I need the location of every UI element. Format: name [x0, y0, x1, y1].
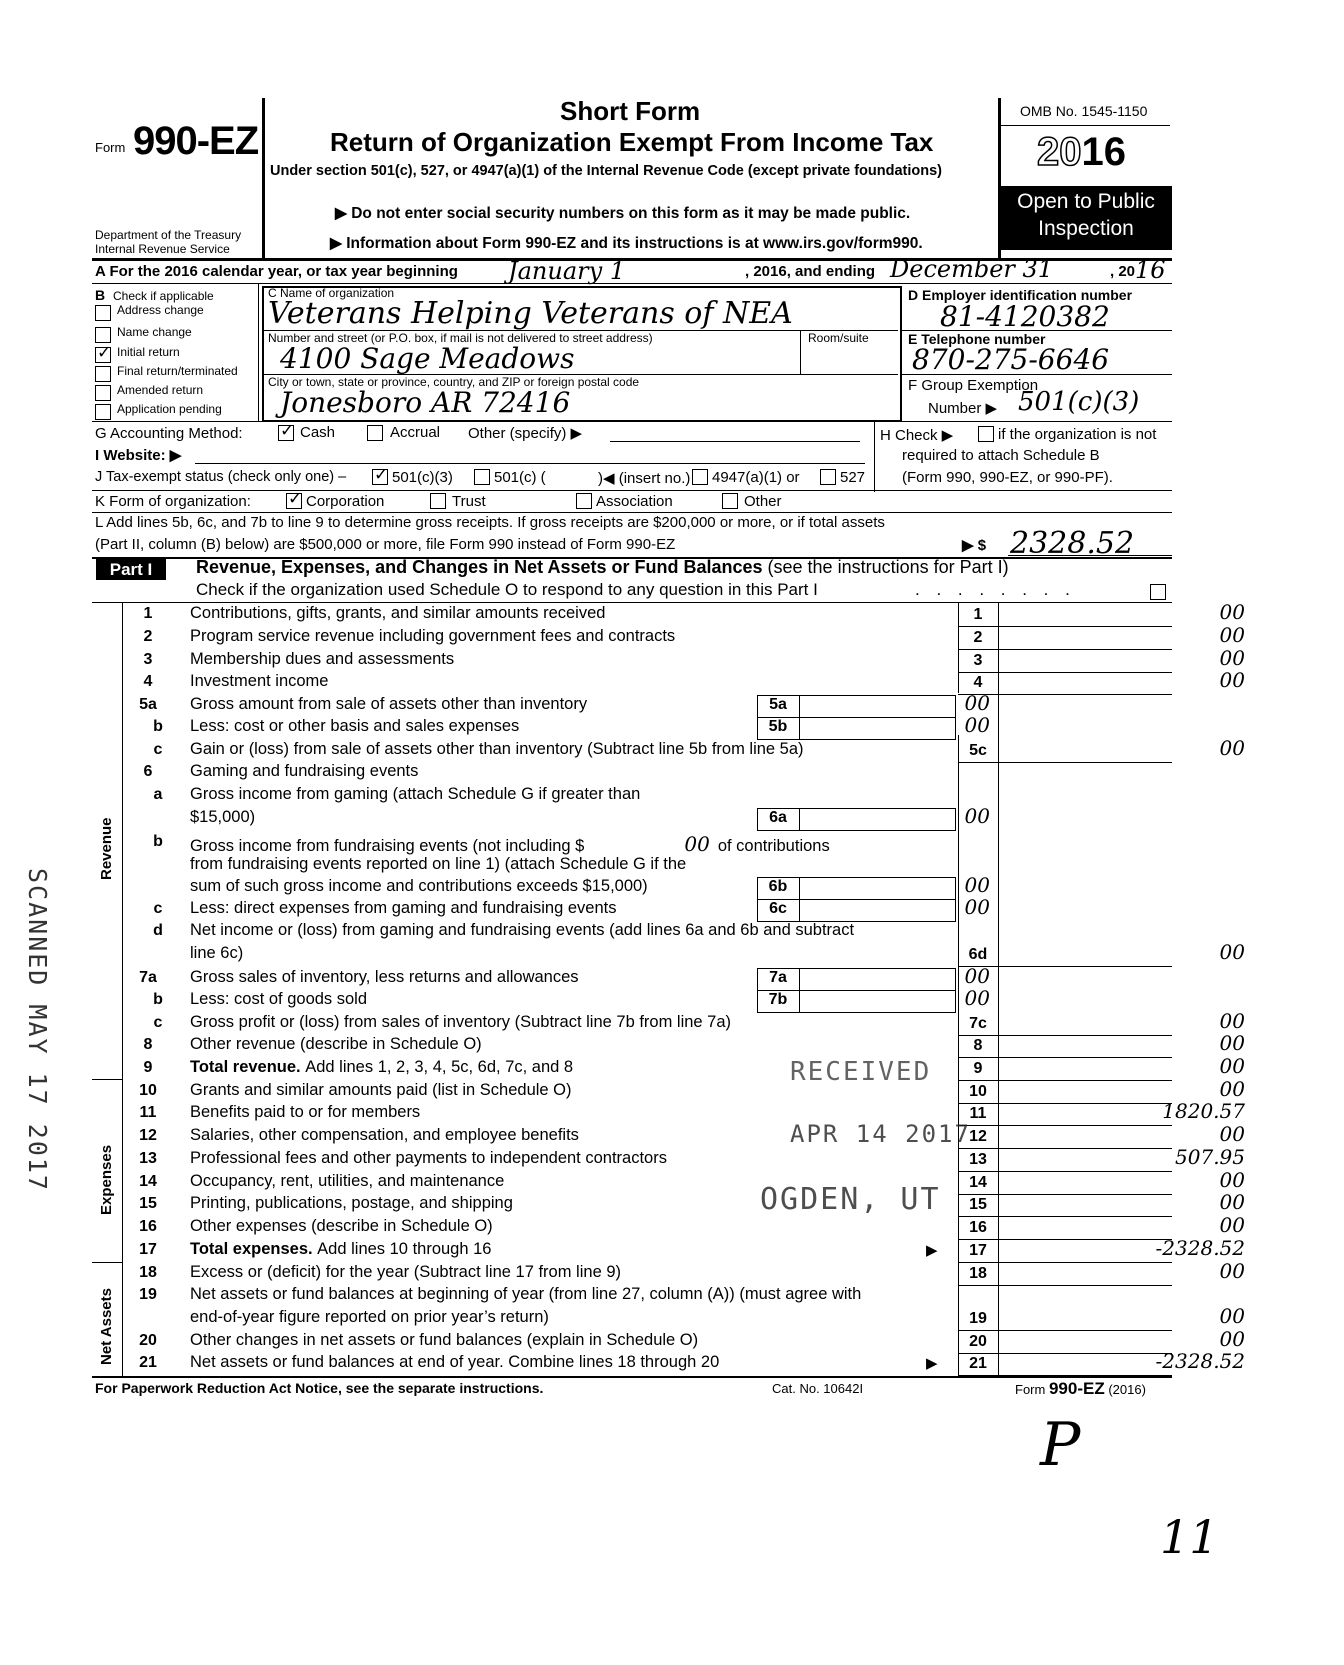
form-prefix: Form — [95, 140, 126, 155]
mid-entry-value[interactable]: 00 — [964, 713, 990, 737]
section-b-check-if: Check if applicable — [113, 289, 214, 303]
501c-checkbox[interactable] — [474, 469, 490, 485]
line-label — [190, 1126, 579, 1145]
line-label — [190, 968, 579, 987]
total-arrow: ▶ — [926, 1242, 938, 1259]
line-label-text: Gross sales of inventory, less returns and allowances — [190, 968, 579, 986]
line-value[interactable]: 00 — [1219, 1190, 1245, 1214]
mid-entry-value[interactable]: 00 — [964, 964, 990, 988]
line-label-text: Other changes in net assets or fund balances (explain in Schedule O) — [190, 1331, 699, 1349]
mid-entry-divider — [799, 899, 800, 921]
part1-bottom-rule — [92, 1376, 1172, 1378]
line-label-text: Printing, publications, postage, and shipping — [190, 1194, 513, 1212]
section-b-checkbox-1[interactable] — [95, 327, 111, 343]
omb-number: OMB No. 1545-1150 — [1020, 103, 1148, 119]
line-number: 8 — [143, 1036, 153, 1053]
line-label — [190, 1103, 420, 1122]
line-label — [190, 1035, 482, 1054]
line-number: 17 — [139, 1241, 157, 1258]
line-label — [190, 899, 617, 918]
line-number: 15 — [139, 1195, 157, 1212]
line-number: b — [153, 833, 163, 850]
line-label-text: Occupancy, rent, utilities, and maintenance — [190, 1172, 505, 1190]
line-label-bold: Total revenue. — [190, 1058, 306, 1076]
line-k-rule — [92, 512, 1172, 513]
line-label-text: Gross profit or (loss) from sales of inventory (Subtract line 7b from line 7a) — [190, 1013, 732, 1031]
group-label-1: F Group Exemption — [908, 377, 1039, 394]
line-label — [190, 695, 587, 714]
line-value[interactable]: -2328.52 — [1155, 1236, 1245, 1260]
line-label — [190, 1058, 573, 1077]
line-label — [190, 1353, 719, 1372]
line-label — [190, 672, 328, 691]
insert-no-label: )◀ (insert no.) — [598, 470, 691, 487]
corporation-label: Corporation — [306, 493, 385, 510]
form-number: 990-EZ — [133, 119, 259, 163]
line-number: 9 — [143, 1059, 153, 1076]
received-place-stamp: OGDEN, UT — [760, 1182, 941, 1217]
open-public-line1: Open to Public — [1017, 190, 1155, 213]
city-value[interactable]: Jonesboro AR 72416 — [280, 386, 571, 419]
section-bcd-rule — [92, 421, 1172, 422]
line-number: 2 — [143, 628, 153, 645]
line-ref: 5c — [969, 742, 987, 759]
accrual-label: Accrual — [390, 424, 441, 441]
line-value[interactable]: 00 — [1219, 1122, 1245, 1146]
phone-rule — [902, 374, 1172, 375]
line-l-text1: L Add lines 5b, 6c, and 7b to line 9 to determine gross receipts. If gross receipts are $200,000 or more, or if total assets — [95, 514, 885, 531]
street-value[interactable]: 4100 Sage Meadows — [280, 342, 575, 375]
line-rule — [958, 694, 1172, 695]
line-ref: 1 — [973, 606, 983, 623]
line-label-text: Add lines 10 through 16 — [317, 1240, 492, 1258]
line-a-mid: , 2016, and ending — [745, 263, 876, 280]
cash-label: Cash — [300, 424, 336, 441]
line-number: 10 — [139, 1082, 157, 1099]
line-h-divider — [874, 422, 875, 492]
trust-label: Trust — [452, 493, 486, 510]
line-number: 3 — [143, 651, 153, 668]
schedule-o-text: Check if the organization used Schedule O to respond to any question in this Part I — [196, 580, 818, 599]
line-ref: 18 — [969, 1265, 987, 1282]
city-label: City or town, state or province, country, and ZIP or foreign postal code — [268, 375, 640, 389]
line-label — [190, 921, 854, 940]
line-label-text: Net assets or fund balances at beginning of year (from line 27, column (A)) (must agree with — [190, 1285, 862, 1303]
line-ref: 10 — [969, 1083, 987, 1100]
tax-year-outline: 20 — [1037, 130, 1082, 174]
line-label-text: Salaries, other compensation, and employee benefits — [190, 1126, 579, 1144]
section-b-checkbox-0[interactable] — [95, 305, 111, 321]
line-value[interactable]: 1820.57 — [1162, 1099, 1245, 1123]
501c3-label: 501(c)(3) — [392, 469, 453, 486]
footer-form — [1015, 1379, 1146, 1399]
header-divider-left — [262, 98, 265, 258]
line-ref: 21 — [969, 1355, 987, 1372]
line-label — [190, 762, 418, 781]
cash-checkbox[interactable] — [278, 425, 294, 441]
line-label-text: Less: direct expenses from gaming and fundraising events — [190, 899, 617, 917]
line-ref: 3 — [973, 652, 983, 669]
section-b-checkbox-5[interactable] — [95, 404, 111, 420]
line-label — [190, 650, 454, 669]
line-label — [190, 1240, 491, 1259]
mid-entry-ref: 7b — [768, 991, 788, 1008]
line-value[interactable]: 00 — [1219, 1259, 1245, 1283]
side-label-expenses: Expenses — [98, 1144, 115, 1215]
line-rule — [958, 1285, 1172, 1286]
title-main: Return of Organization Exempt From Income Tax — [330, 127, 934, 157]
mid-entry-value[interactable]: 00 — [964, 895, 990, 919]
527-checkbox[interactable] — [820, 469, 836, 485]
ein-value[interactable]: 81-4120382 — [940, 300, 1110, 333]
line-label — [190, 604, 605, 623]
line-label — [190, 1081, 572, 1100]
mid-entry-value[interactable]: 00 — [964, 986, 990, 1010]
line-ref: 8 — [973, 1037, 983, 1054]
line-label-text: Gross amount from sale of assets other than inventory — [190, 695, 588, 713]
line-j-rule — [92, 490, 1172, 491]
line-label-tail: of contributions — [717, 837, 830, 855]
side-label-revenue: Revenue — [98, 817, 115, 880]
inline-contributions-value[interactable]: 00 — [684, 832, 710, 856]
part1-title — [196, 557, 1009, 578]
paperwork-notice: For Paperwork Reduction Act Notice, see the separate instructions. — [95, 1380, 544, 1396]
line-h-text4: (Form 990, 990-EZ, or 990-PF). — [902, 469, 1113, 486]
line-number: 14 — [139, 1173, 157, 1190]
schedule-b-checkbox[interactable] — [978, 426, 994, 442]
line-number: c — [153, 900, 163, 917]
line-label-text: Membership dues and assessments — [190, 650, 455, 668]
line-rule — [958, 966, 1172, 967]
subtitle: Under section 501(c), 527, or 4947(a)(1) of the Internal Revenue Code (except private foundations) — [270, 163, 942, 179]
open-public-line2: Inspection — [1038, 217, 1134, 240]
room-divider — [800, 330, 801, 374]
open-public-box — [1000, 186, 1172, 250]
line-value[interactable]: 00 — [1219, 1327, 1245, 1351]
line-value[interactable]: 00 — [1219, 623, 1245, 647]
line-value[interactable]: 00 — [1219, 939, 1245, 964]
mid-entry-ref: 6a — [769, 808, 787, 826]
501c-label: 501(c) ( — [494, 469, 546, 486]
line-value[interactable]: 00 — [1219, 1213, 1245, 1237]
line-number: 1 — [143, 605, 153, 622]
mid-entry-ref: 5a — [769, 696, 787, 713]
line-a-end: December 31 — [890, 255, 1054, 283]
mid-entry-value[interactable]: 00 — [964, 691, 990, 715]
margin-initials: P — [1040, 1410, 1081, 1480]
line-h-text3: required to attach Schedule B — [902, 447, 1100, 464]
line-number: 5a — [139, 696, 157, 713]
line-number: 4 — [143, 673, 153, 690]
side-label-net-assets: Net Assets — [98, 1288, 115, 1365]
line-label — [190, 1217, 493, 1236]
line-ref: 2 — [973, 629, 983, 646]
footer-form-label: Form — [1015, 1382, 1046, 1397]
line-number: 6 — [143, 763, 153, 780]
line-label — [190, 627, 675, 646]
line-number: 19 — [139, 1286, 157, 1303]
line-label-text: Less: cost or other basis and sales expenses — [190, 717, 520, 735]
line-i-label: I Website: ▶ — [95, 447, 182, 464]
room-label: Room/suite — [808, 331, 869, 345]
schedule-o-checkbox[interactable] — [1150, 584, 1166, 600]
scanned-stamp: SCANNED MAY 17 2017 — [23, 868, 52, 1192]
section-b-checkbox-4[interactable] — [95, 385, 111, 401]
line-label-text: Investment income — [190, 672, 329, 690]
accrual-checkbox[interactable] — [367, 425, 383, 441]
line-value[interactable]: 00 — [1219, 1031, 1245, 1055]
line-value[interactable]: 00 — [1219, 646, 1245, 670]
line-value[interactable]: 00 — [1219, 736, 1245, 760]
section-b-letter: B — [95, 287, 106, 303]
line-label-cont: from fundraising events reported on line 1) (attach Schedule G if the — [190, 854, 687, 873]
line-label-cont: end-of-year figure reported on prior year’s return) — [190, 1307, 549, 1326]
mid-entry-divider — [799, 990, 800, 1012]
corporation-checkbox[interactable] — [286, 493, 302, 509]
line-label-text: Gain or (loss) from sale of assets other than inventory (Subtract line 5b from line 5a) — [190, 740, 804, 758]
mid-entry-divider — [799, 968, 800, 990]
department-line2: Internal Revenue Service — [95, 242, 230, 256]
other-method-label: Other (specify) ▶ — [468, 425, 583, 442]
line-value[interactable]: 00 — [1219, 600, 1245, 624]
line-ref: 20 — [969, 1333, 987, 1350]
part1-tag: Part I — [96, 559, 166, 580]
line-label — [190, 832, 830, 856]
association-label: Association — [596, 493, 673, 510]
4947-checkbox[interactable] — [692, 469, 708, 485]
line-label-cont: sum of such gross income and contributions exceeds $15,000) — [190, 877, 648, 895]
line-label-text: Net assets or fund balances at end of year. Combine lines 18 through 20 — [190, 1353, 720, 1371]
line-label-text: Other expenses (describe in Schedule O) — [190, 1217, 493, 1235]
line-value[interactable]: 00 — [1219, 1009, 1245, 1033]
revenue-expenses-rule — [92, 1079, 122, 1080]
line-a-rule — [92, 283, 1172, 284]
expenses-netassets-rule — [92, 1262, 122, 1263]
line-number: 12 — [139, 1127, 157, 1144]
line-value[interactable]: -2328.52 — [1155, 1349, 1245, 1373]
line-label-text: Net income or (loss) from gaming and fundraising events (add lines 6a and 6b and subtract — [190, 921, 855, 939]
mid-entry-divider — [799, 695, 800, 717]
line-label — [190, 1194, 513, 1213]
tax-year-bold: 16 — [1081, 130, 1126, 174]
line-value[interactable]: 00 — [1219, 1077, 1245, 1101]
street-label: Number and street (or P.O. box, if mail is not delivered to street address) — [268, 331, 653, 345]
line-ref: 19 — [969, 1309, 987, 1327]
total-arrow: ▶ — [926, 1355, 938, 1372]
line-ref: 15 — [969, 1196, 987, 1213]
part1-title-note: (see the instructions for Part I) — [767, 557, 1009, 577]
501c3-checkbox[interactable] — [372, 469, 388, 485]
section-b-checkbox-3[interactable] — [95, 366, 111, 382]
line-ref: 12 — [969, 1128, 987, 1145]
mid-entry-divider — [799, 877, 800, 899]
line-ref: 6d — [968, 945, 988, 963]
mid-entry-ref: 7a — [769, 969, 787, 986]
line-label-text: Less: cost of goods sold — [190, 990, 368, 1008]
line-ref: 11 — [969, 1105, 987, 1122]
line-l-text2: (Part II, column (B) below) are $500,000 or more, file Form 990 instead of Form 990-EZ — [95, 536, 676, 553]
line-label-text: Other revenue (describe in Schedule O) — [190, 1035, 482, 1053]
line-value[interactable]: 00 — [1219, 1168, 1245, 1192]
line-label-text: Add lines 1, 2, 3, 4, 5c, 6d, 7c, and 8 — [305, 1058, 574, 1076]
side-divider — [122, 603, 123, 1376]
line-label-bold: Total expenses. — [190, 1240, 318, 1258]
section-b-divider — [258, 284, 259, 422]
line-number: 11 — [139, 1104, 157, 1121]
line-label — [190, 1263, 621, 1282]
mid-entry-ref: 6b — [768, 878, 788, 895]
line-value[interactable]: 00 — [1219, 668, 1245, 692]
margin-mark: 11 — [1160, 1510, 1219, 1564]
tax-year — [1037, 130, 1126, 175]
website-line — [195, 463, 865, 464]
4947-label: 4947(a)(1) or — [712, 469, 800, 486]
line-ref: 7c — [969, 1015, 987, 1032]
gross-receipts-line — [1008, 555, 1172, 556]
received-stamp: RECEIVED — [790, 1057, 932, 1087]
other-org-label: Other — [744, 493, 782, 510]
line-number: a — [153, 786, 163, 803]
line-number: 20 — [139, 1332, 157, 1349]
line-a-year-prefix: , 20 — [1110, 263, 1136, 280]
line-label — [190, 717, 519, 736]
line-ref: 16 — [969, 1219, 987, 1236]
other-method-line — [610, 441, 860, 442]
line-label-text: Grants and similar amounts paid (list in Schedule O) — [190, 1081, 572, 1099]
line-number: b — [153, 991, 163, 1008]
section-b-item-label: Application pending — [117, 402, 222, 416]
other-org-checkbox[interactable] — [722, 493, 738, 509]
phone-label: E Telephone number — [908, 331, 1046, 347]
section-b-item-label: Address change — [117, 303, 204, 317]
line-number: d — [153, 922, 163, 939]
line-l-arrow: ▶ $ — [962, 537, 987, 554]
mid-entry-divider — [799, 808, 800, 830]
line-number: 7a — [139, 969, 157, 986]
line-label-text: Gaming and fundraising events — [190, 762, 419, 780]
group-label-2: Number ▶ — [928, 400, 998, 417]
line-label — [190, 990, 367, 1009]
line-g-label: G Accounting Method: — [95, 425, 243, 442]
part1-title-bold: Revenue, Expenses, and Changes in Net Assets or Fund Balances — [196, 557, 763, 577]
line-label-text: Gross income from gaming (attach Schedule G if greater than — [190, 785, 641, 803]
line-ref: 13 — [969, 1151, 987, 1168]
notice-ssn: ▶ Do not enter social security numbers on this form as it may be made public. — [335, 205, 911, 222]
line-ref: 4 — [973, 674, 983, 691]
line-value[interactable]: 00 — [1219, 1054, 1245, 1078]
phone-value[interactable]: 870-275-6646 — [912, 343, 1110, 376]
ein-label: D Employer identification number — [908, 287, 1133, 303]
org-name-value[interactable]: Veterans Helping Veterans of NEA — [268, 296, 793, 331]
section-b-checkbox-2[interactable] — [95, 347, 111, 363]
footer-form-year: (2016) — [1108, 1382, 1146, 1397]
title-short: Short Form — [560, 96, 701, 126]
mid-entry-ref: 5b — [768, 718, 788, 735]
line-number: c — [153, 1014, 163, 1031]
line-label — [190, 1172, 504, 1191]
line-ref: 14 — [969, 1174, 987, 1191]
line-h-text1: H Check ▶ — [880, 427, 954, 444]
line-label — [190, 1013, 731, 1032]
cat-number: Cat. No. 10642I — [772, 1381, 864, 1396]
omb-divider — [1000, 125, 1170, 126]
line-a-year: 16 — [1135, 256, 1166, 284]
line-label — [190, 785, 640, 804]
schedule-o-dots: . . . . . . . . — [915, 580, 1076, 599]
section-b-item-label: Final return/terminated — [117, 364, 238, 378]
section-b-item-label: Amended return — [117, 383, 204, 397]
line-number: 16 — [139, 1218, 157, 1235]
line-a-label: A For the 2016 calendar year, or tax year beginning — [95, 263, 458, 280]
association-checkbox[interactable] — [576, 493, 592, 509]
department-line1: Department of the Treasury — [95, 228, 242, 242]
gross-receipts-value[interactable]: 2328.52 — [1010, 526, 1135, 561]
line-label — [190, 1331, 698, 1350]
part1-header-rule — [92, 602, 1172, 603]
line-number: c — [153, 741, 163, 758]
line-a-begin: January 1 — [508, 257, 626, 285]
line-label — [190, 740, 804, 759]
line-number: 21 — [139, 1354, 157, 1371]
mid-entry-value[interactable]: 00 — [964, 873, 990, 897]
line-label-cont: $15,000) — [190, 807, 256, 826]
trust-checkbox[interactable] — [430, 493, 446, 509]
ref-col-right — [998, 603, 999, 1376]
group-value[interactable]: 501(c)(3) — [1018, 387, 1140, 417]
527-label: 527 — [840, 469, 866, 486]
line-label-cont: line 6c) — [190, 943, 244, 962]
line-k-label: K Form of organization: — [95, 493, 251, 510]
line-number: 18 — [139, 1264, 157, 1281]
line-ref: 17 — [969, 1242, 987, 1259]
line-label-text: Program service revenue including government fees and contracts — [190, 627, 676, 645]
line-h-text2: if the organization is not — [998, 426, 1157, 443]
line-value[interactable]: 00 — [1219, 1303, 1245, 1328]
notice-info: ▶ Information about Form 990-EZ and its instructions is at www.irs.gov/form990. — [330, 235, 923, 252]
section-b-item-label: Initial return — [117, 345, 180, 359]
mid-entry-value[interactable]: 00 — [964, 803, 990, 828]
line-label — [190, 1149, 667, 1168]
line-rule — [958, 762, 1172, 763]
line-label-text: Benefits paid to or for members — [190, 1103, 421, 1121]
footer-form-number: 990-EZ — [1048, 1379, 1105, 1398]
line-label — [190, 1285, 861, 1304]
mid-entry-divider — [799, 717, 800, 739]
mid-entry-ref: 6c — [769, 900, 787, 917]
line-number: b — [153, 718, 163, 735]
org-name-label: C Name of organization — [268, 286, 395, 300]
line-label-text: Contributions, gifts, grants, and similar amounts received — [190, 604, 606, 622]
section-b-item-label: Name change — [117, 325, 192, 339]
line-label-text: Excess or (deficit) for the year (Subtract line 17 from line 9) — [190, 1263, 621, 1281]
line-j-label: J Tax-exempt status (check only one) – — [95, 469, 347, 485]
line-value[interactable]: 507.95 — [1175, 1145, 1245, 1169]
line-ref: 9 — [973, 1060, 983, 1077]
received-date-stamp: APR 14 2017 — [790, 1120, 971, 1148]
line-number: 13 — [139, 1150, 157, 1167]
line-label-text: Professional fees and other payments to independent contractors — [190, 1149, 667, 1167]
line-label-text: Gross income from fundraising events (not including $ — [190, 837, 585, 855]
